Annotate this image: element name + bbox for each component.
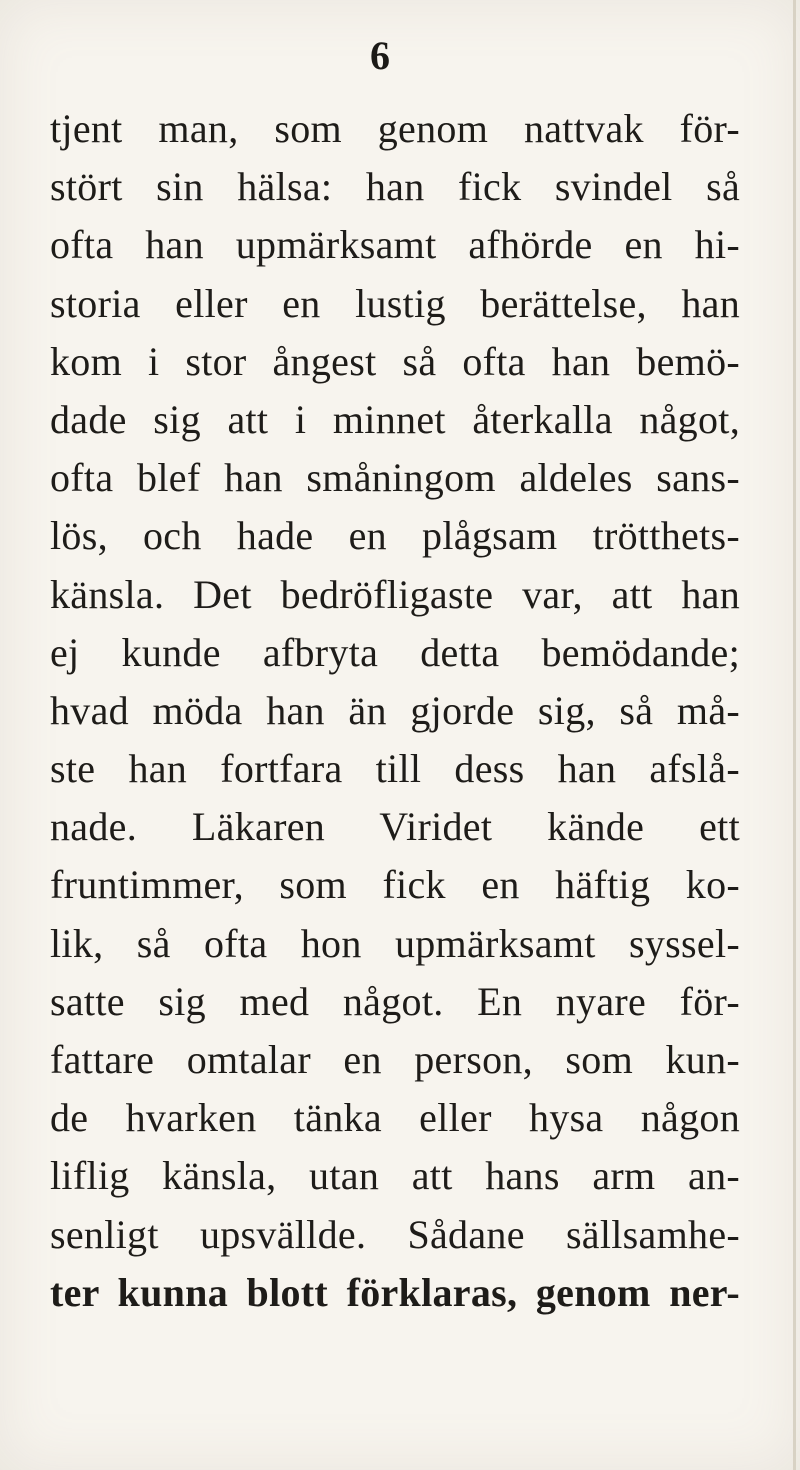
text-line: ofta han upmärksamt afhörde en hi- <box>50 222 740 268</box>
text-line: storia eller en lustig berättelse, han <box>50 280 740 326</box>
page-edge <box>793 0 796 1470</box>
text-line: tjent man, som genom nattvak för- <box>50 106 740 151</box>
text-line: stört sin hälsa: han fick svindel så <box>50 164 740 210</box>
body-text <box>50 100 740 1322</box>
text-line: ej kunde afbryta detta bemödande; <box>50 629 740 675</box>
page-number: 6 <box>370 33 390 78</box>
text-line: känsla. Det bedröfligaste var, att han <box>50 571 740 617</box>
text-line: lik, så ofta hon upmärksamt syssel- <box>50 920 740 966</box>
text-line: lös, och hade en plågsam trötthets- <box>50 513 740 559</box>
text-line: kom i stor ångest så ofta han bemö- <box>50 338 740 384</box>
text-line: fruntimmer, som fick en häftig ko- <box>50 862 740 908</box>
text-line: ste han fortfara till dess han afslå- <box>50 746 740 792</box>
text-line: hvad möda han än gjorde sig, så må- <box>50 687 740 733</box>
text-line: nade. Läkaren Viridet kände ett <box>50 804 740 850</box>
text-line: ter kunna blott förklaras, genom ner- <box>50 1269 740 1315</box>
text-line: dade sig att i minnet återkalla något, <box>50 396 740 442</box>
text-line: fattare omtalar en person, som kun- <box>50 1037 740 1082</box>
text-line: satte sig med något. En nyare för- <box>50 978 740 1024</box>
text-line: ofta blef han småningom aldeles sans- <box>50 455 740 501</box>
text-line: senligt upsvällde. Sådane sällsamhe- <box>50 1211 740 1257</box>
text-line: de hvarken tänka eller hysa någon <box>50 1095 740 1141</box>
text-line: liflig känsla, utan att hans arm an- <box>50 1153 740 1199</box>
